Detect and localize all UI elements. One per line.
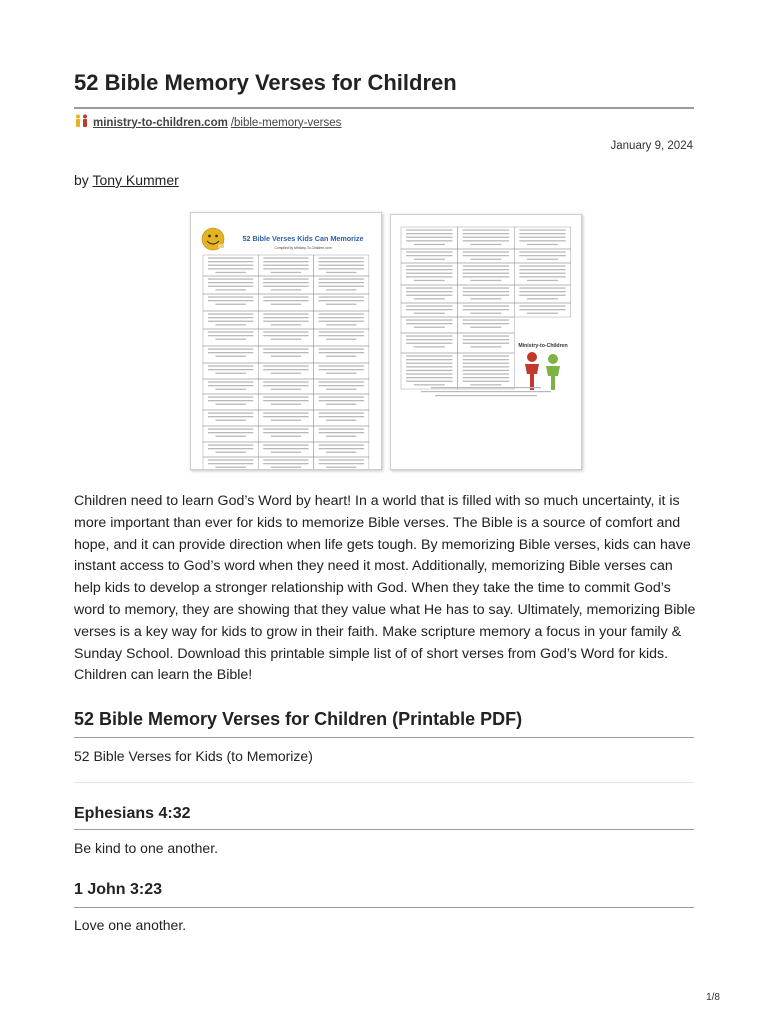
verse-reference: 1 John 3:23 <box>74 881 163 898</box>
verse-cell <box>258 457 313 469</box>
verse-cell <box>314 346 369 363</box>
verse-cell <box>458 317 515 333</box>
verse-cell <box>314 255 369 276</box>
verse-cell <box>258 329 313 346</box>
author-link[interactable]: Tony Kummer <box>92 172 179 188</box>
source-path[interactable]: /bible-memory-verses <box>230 116 342 129</box>
verse-text: Love one another. <box>74 917 187 933</box>
verse-cell <box>203 329 258 346</box>
verse-cell <box>258 276 313 294</box>
publish-date: January 9, 2024 <box>610 140 693 152</box>
printable-compiled-by: Compiled by Ministry-To-Children.com <box>274 246 332 250</box>
subheading-divider <box>74 782 694 783</box>
verse-cell <box>401 303 458 317</box>
verse-cell <box>203 457 258 469</box>
verse-grid-page-2 <box>401 227 571 389</box>
source-domain[interactable]: ministry-to-children.com <box>93 116 228 129</box>
verse-divider <box>74 907 694 908</box>
verse-cell <box>258 442 313 457</box>
verse-cell <box>258 255 313 276</box>
verse-cell <box>314 329 369 346</box>
paper-dolls-icon <box>525 352 560 390</box>
ministry-logo-icon <box>74 114 90 131</box>
verse-grid-page-1 <box>203 255 369 469</box>
verse-cell <box>258 363 313 379</box>
verse-cell <box>258 394 313 410</box>
verse-cell <box>458 227 515 249</box>
verse-cell <box>458 285 515 303</box>
verse-divider <box>74 829 694 830</box>
verse-reference: Ephesians 4:32 <box>74 805 191 822</box>
verse-cell <box>401 333 458 353</box>
verse-cell <box>203 363 258 379</box>
verse-cell <box>314 276 369 294</box>
byline <box>74 172 179 188</box>
verse-cell <box>514 285 571 303</box>
verse-cell <box>203 276 258 294</box>
verse-cell <box>203 426 258 442</box>
verse-cell <box>314 410 369 426</box>
verse-cell <box>203 346 258 363</box>
verse-cell <box>314 457 369 469</box>
verse-cell <box>458 353 515 389</box>
verse-cell <box>514 227 571 249</box>
printable-brand: Ministry-to-Children <box>518 343 568 349</box>
verse-cell <box>203 294 258 311</box>
verse-cell <box>314 294 369 311</box>
verse-cell <box>401 353 458 389</box>
verse-cell <box>203 410 258 426</box>
verse-cell <box>514 249 571 263</box>
section-subheading: 52 Bible Verses for Kids (to Memorize) <box>74 748 313 764</box>
verse-cell <box>314 311 369 329</box>
verse-cell <box>514 303 571 317</box>
intro-paragraph: Children need to learn God’s Word by heart! In a world that is filled with so much uncertainty, it is more important than ever for kids to memorize Bible verses. The Bible is a source of comfort and hope, and it can provide direction when life gets tough. By memorizing Bible verses, kids can have instant access to God’s word when they need it most. Additionally, memorizing Bible verses can help kids to develop a stronger relationship with God. When they take the time to commit God’s word to memory, they are showing that they value what He has to say. Ultimately, memorizing Bible verses is a key way for kids to grow in their faith. Make scripture memory a focus in your family & Sunday School. Download this printable simple list of of short verses from God’s Word for kids. Children can learn the Bible! <box>74 493 696 684</box>
section-divider <box>74 737 694 738</box>
byline-prefix: by <box>74 172 93 188</box>
verse-cell <box>258 379 313 394</box>
footnote-line <box>431 387 541 388</box>
verse-cell <box>258 426 313 442</box>
verse-cell <box>258 294 313 311</box>
verse-cell <box>401 263 458 285</box>
footnote-line <box>435 395 537 396</box>
source-link[interactable] <box>74 114 341 131</box>
verse-cell <box>314 394 369 410</box>
verse-cell <box>401 317 458 333</box>
verse-cell <box>458 333 515 353</box>
verse-cell <box>258 346 313 363</box>
verse-text: Be kind to one another. <box>74 840 218 856</box>
verse-cell <box>401 249 458 263</box>
verse-cell <box>314 363 369 379</box>
printable-page-2 <box>390 214 582 470</box>
verse-cell <box>314 379 369 394</box>
verse-cell <box>203 379 258 394</box>
verse-cell <box>203 442 258 457</box>
page-number: 1/8 <box>706 992 720 1003</box>
verse-cell <box>401 285 458 303</box>
verse-cell <box>314 442 369 457</box>
verse-cell <box>458 303 515 317</box>
verse-cell <box>401 227 458 249</box>
page-title: 52 Bible Memory Verses for Children <box>74 70 457 95</box>
verse-cell <box>203 311 258 329</box>
verse-cell <box>314 426 369 442</box>
smiley-face-icon <box>202 228 224 250</box>
verse-cell <box>458 263 515 285</box>
printable-heading: 52 Bible Verses Kids Can Memorize <box>242 234 364 243</box>
verse-cell <box>258 311 313 329</box>
footnote-line <box>421 391 551 392</box>
verse-cell <box>458 249 515 263</box>
title-divider <box>74 107 694 109</box>
verse-cell <box>203 394 258 410</box>
verse-cell <box>514 263 571 285</box>
section-heading: 52 Bible Memory Verses for Children (Printable PDF) <box>74 709 523 729</box>
verse-cell <box>203 255 258 276</box>
printable-page-1 <box>190 212 382 470</box>
verse-cell <box>258 410 313 426</box>
